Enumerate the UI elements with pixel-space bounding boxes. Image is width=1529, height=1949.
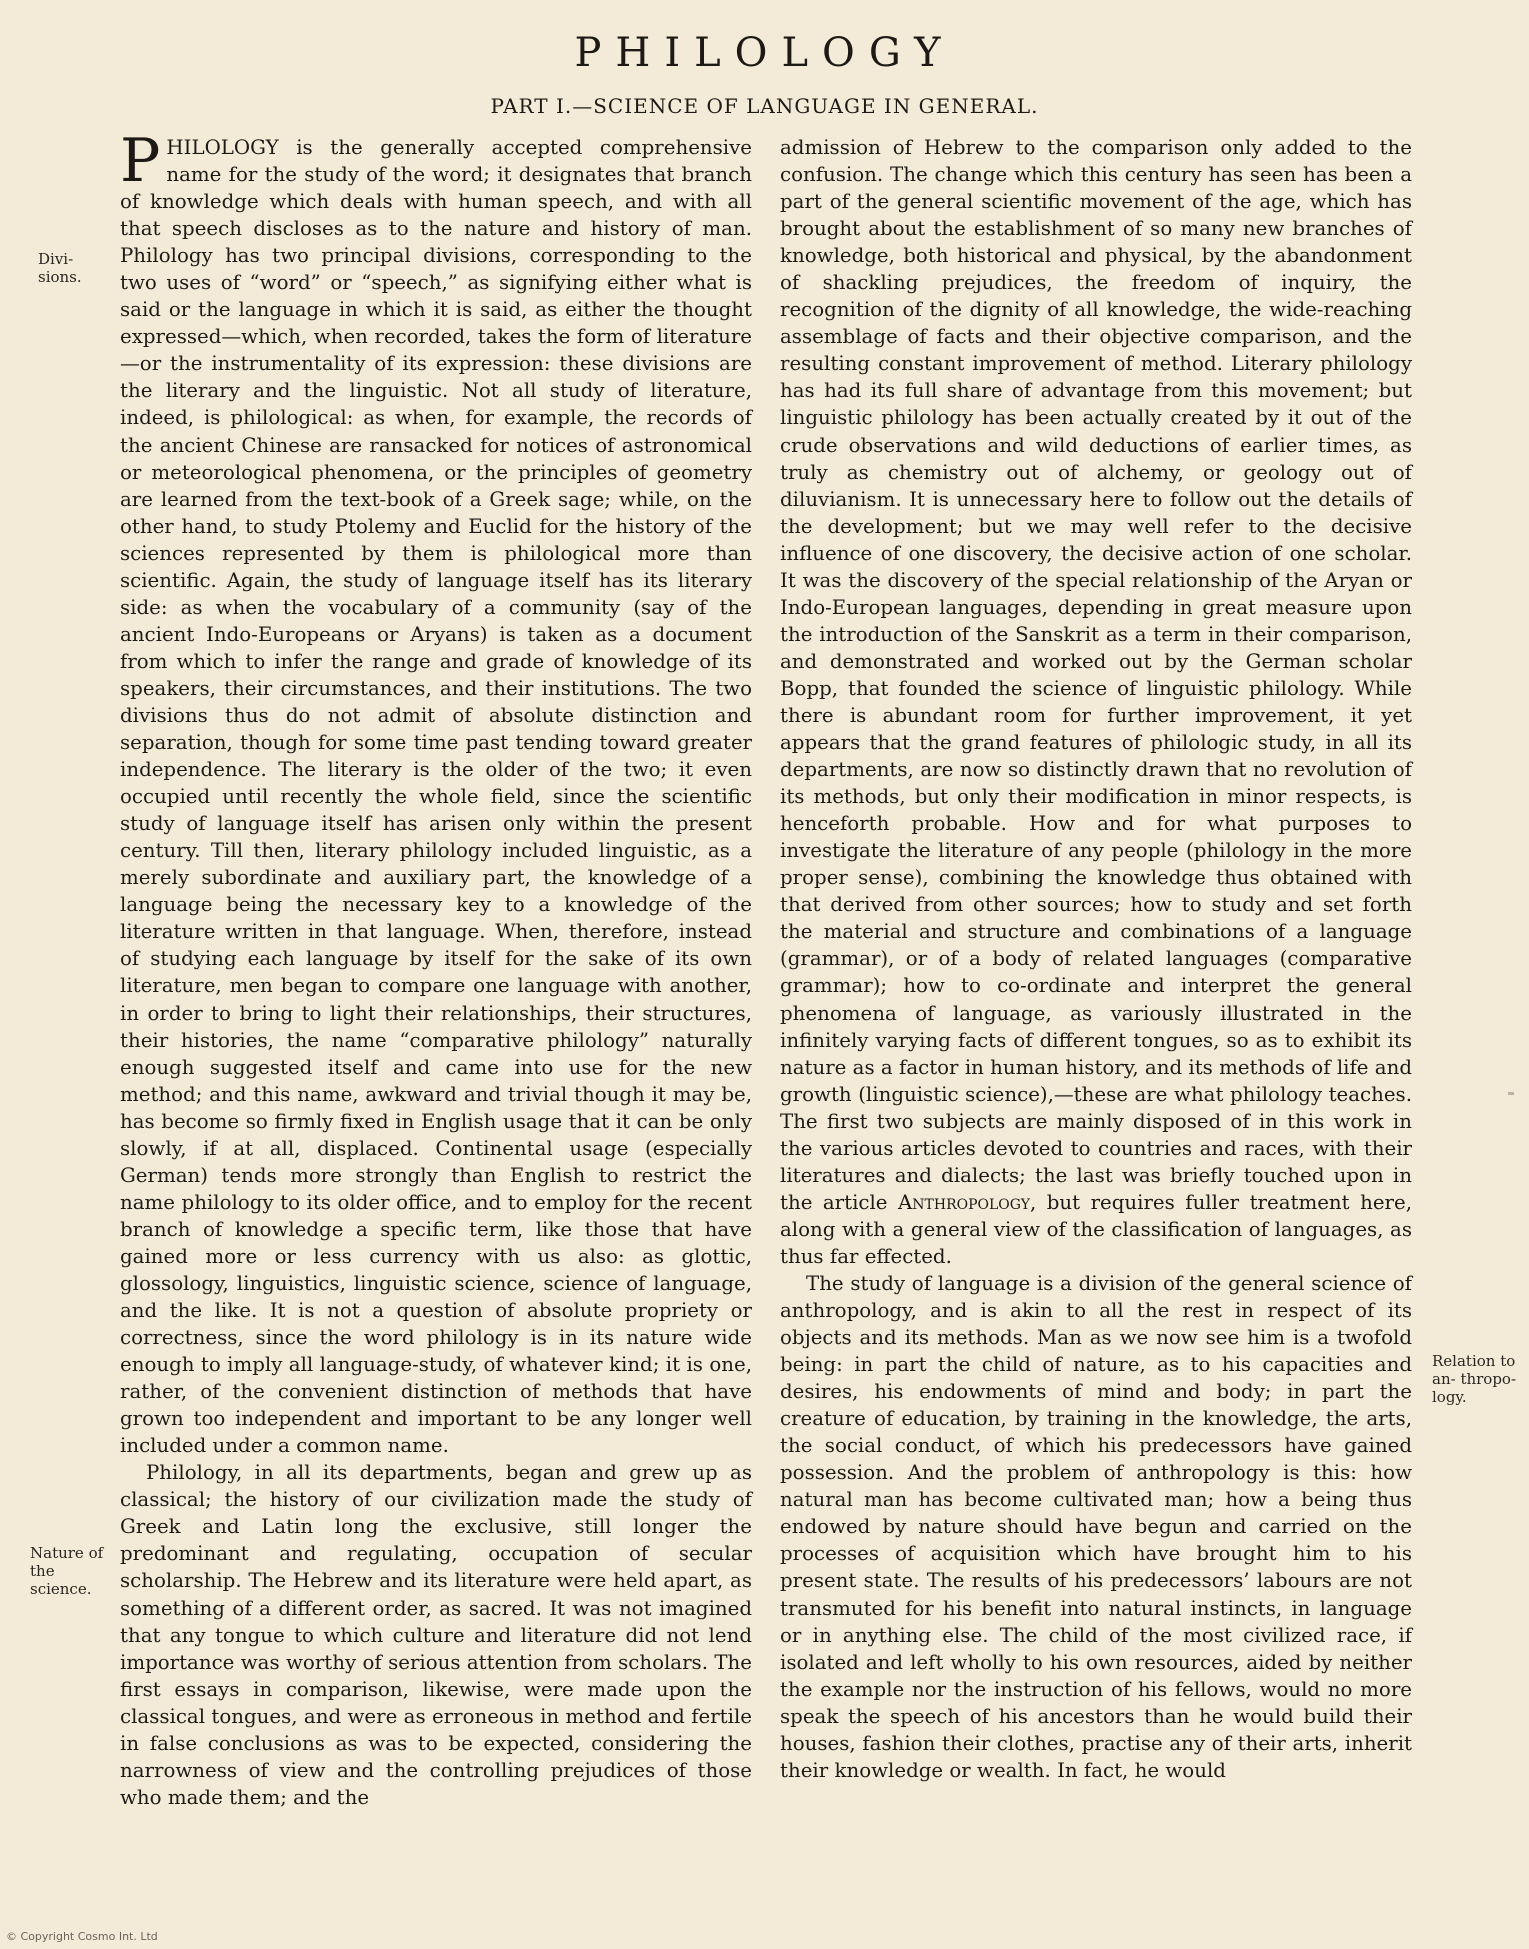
paragraph-continuation-text: admission of Hebrew to the comparison only added to the confusion. The change which this century has seen has been a part of the general scientific movement of the age, which has brought about the establishment of so many new branches of knowledge, both historical and physical, by the abandonment of shackling prejudices, the freedom of inquiry, the recognition of the dignity of all knowledge, the wide-reaching assemblage of facts and their objective comparison, and the resulting constant improvement of method. Literary philology has had its full share of advantage from this movement; but linguistic philology has been actually created by it out of the crude observations and wild deductions of earlier times, as truly as chemistry out of alchemy, or geology out of diluvianism. It is unnecessary here to follow out the details of the development; but we may well refer to the decisive influence of one discovery, the decisive action of one scholar. It was the discovery of the special relationship of the Aryan or Indo-European languages, depending in great measure upon the introduction of the Sanskrit as a term in their comparison, and demonstrated and worked out by the German scholar Bopp, that founded the science of linguistic philology. While there is abundant room for further improvement, it yet appears that the grand features of philologic study, in all its departments, are now so distinctly drawn that no revolution of its methods, but only their modification in minor respects, is henceforth probable. How and for what purposes to investigate the literature of any people (philology in the more proper sense), combining the knowledge thus obtained with that derived from other sources; how to study and set forth the material and structure and combinations of a language (grammar), or of a body of related languages (comparative grammar); how to co-ordinate and interpret the general phenomena of language, as variously illustrated in the infinitely varying facts of different tongues, so as to exhibit its nature as a factor in human history, and its methods of life and growth (linguistic science),—these are what philology teaches. The first two subjects are mainly disposed of in this work in the various articles devoted to countries and races, with their literatures and dialects; the last was briefly touched upon in the article [780, 136, 1412, 1214]
marginal-note-divisions: Divi- sions. [38, 250, 82, 286]
paragraph-intro-text: HILOLOGY is the generally accepted comprehensive name for the study of the word; it designates that branch of knowledge which deals with human speech, and with all that speech discloses as to the nature and history of man. Philology has two principal divisions, corresponding to the two uses of “word” or “speech,” as signifying either what is said or the language in which it is said, as either the thought expressed—which, when recorded, takes the form of literature—or the instrumentality of its expression: these divisions are the literary and the linguistic. Not all study of literature, indeed, is philological: as when, for example, the records of the ancient Chinese are ransacked for notices of astronomical or meteorological phenomena, or the principles of geometry are learned from the text-book of a Greek sage; while, on the other hand, to study Ptolemy and Euclid for the history of the sciences represented by them is philological more than scientific. Again, the study of language itself has its literary side: as when the vocabulary of a community (say of the ancient Indo-Europeans or Aryans) is taken as a document from which to infer the range and grade of knowledge of its speakers, their circumstances, and their institutions. The two divisions thus do not admit of absolute distinction and separation, though for some time past tending toward greater independence. The literary is the older of the two; it even occupied until recently the whole field, since the scientific study of language itself has arisen only within the present century. Till then, literary philology included linguistic, as a merely subordinate and auxiliary part, the knowledge of a language being the necessary key to a knowledge of the literature written in that language. When, therefore, instead of studying each language by itself for the sake of its own literature, men began to compare one language with another, in order to bring to light their relationships, their structures, their histories, the name “comparative philology” naturally enough suggested itself and came into use for the new method; and this name, awkward and trivial though it may be, has become so firmly fixed in English usage that it can be only slowly, if at all, displaced. Continental usage (especially German) tends more strongly than English to restrict the name philology to its older office, and to employ for the recent branch of knowledge a specific term, like those that have gained more or less currency with us also: as glottic, glossology, linguistics, linguistic science, science of language, and the like. It is not a question of absolute propriety or correctness, since the word philology is in its nature wide enough to imply all language-study, of whatever kind; it is one, rather, of the convenient distinction of methods that have grown too independent and important to be any longer well included under a common name. [120, 136, 752, 1458]
right-column [780, 134, 1412, 1784]
paragraph-continuation [780, 134, 1412, 1270]
left-column [120, 126, 752, 1811]
margin-mark [1508, 1092, 1514, 1095]
marginal-note-relation: Relation to an- thropo- logy. [1432, 1352, 1517, 1406]
page-title: PHILOLOGY [574, 30, 955, 76]
part-subtitle: PART I.—SCIENCE OF LANGUAGE IN GENERAL. [490, 94, 1039, 118]
drop-cap: P [120, 126, 161, 196]
marginal-note-nature: Nature of the science. [30, 1544, 104, 1598]
cross-reference: Anthropology, [898, 1190, 1037, 1214]
paragraph-intro [120, 126, 752, 1459]
paragraph-continuation-end: but requires fuller treatment here, along with a general view of the classification of languages, as thus far effected. [780, 1190, 1412, 1268]
paragraph-nature: Philology, in all its departments, began and grew up as classical; the history of our civilization made the study of Greek and Latin long the exclusive, still longer the predominant and regulating, occupation of secular scholarship. The Hebrew and its literature were held apart, as something of a different order, as sacred. It was not imagined that any tongue to which culture and literature did not lend importance was worthy of serious attention from scholars. The first essays in comparison, likewise, were made upon the classical tongues, and were as erroneous in method and fertile in false conclusions as was to be expected, considering the narrowness of view and the controlling prejudices of those who made them; and the [120, 1461, 752, 1809]
paragraph-relation: The study of language is a division of the general science of anthropology, and is akin to all the rest in respect of its objects and its methods. Man as we now see him is a twofold being: in part the child of nature, as to his capacities and desires, his endowments of mind and body; in part the creature of education, by training in the knowledge, the arts, the social conduct, of which his predecessors have gained possession. And the problem of anthropology is this: how natural man has become cultivated man; how a being thus endowed by nature should have begun and carried on the processes of acquisition which have brought him to his present state. The results of his predecessors’ labours are not transmuted for his benefit into natural instincts, in language or in anything else. The child of the most civilized race, if isolated and left wholly to his own resources, aided by neither the example nor the instruction of his fellows, would no more speak the speech of his ancestors than he would build their houses, fashion their clothes, practise any of their arts, inherit their knowledge or wealth. In fact, he would [780, 1271, 1412, 1782]
copyright-watermark: © Copyright Cosmo Int. Ltd [6, 1930, 158, 1943]
